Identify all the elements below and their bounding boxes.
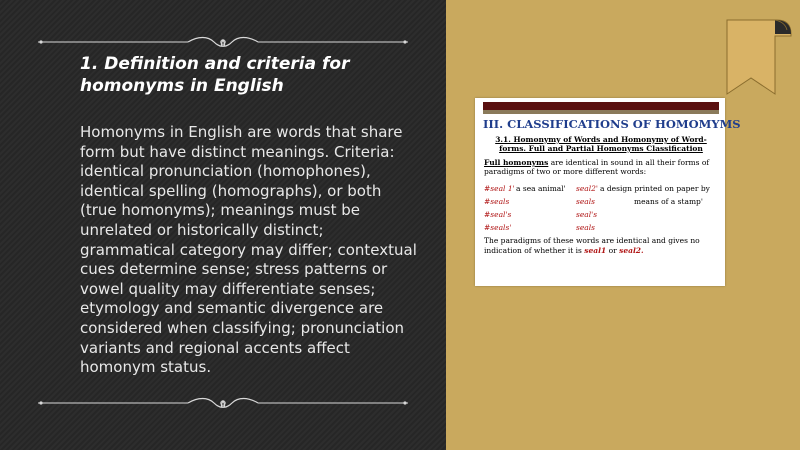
thumbnail-footer-sentence: The paradigms of these words are identical and gives no indication of whether it is xyxy=(484,236,700,255)
thumbnail-footer-word: seal2. xyxy=(619,246,644,255)
bookmark-ribbon-icon xyxy=(717,16,793,96)
thumbnail-header-stripe xyxy=(483,110,719,114)
thumbnail-heading: III. CLASSIFICATIONS OF HOMOMYMS xyxy=(483,117,741,131)
thumbnail-paragraph-text: are identical in sound in all their forms of paradigms of two or more different words: xyxy=(484,158,710,176)
thumbnail-highlight: Full homonyms xyxy=(484,158,549,167)
table-cell: means of a stamp' xyxy=(634,197,703,206)
table-row xyxy=(484,182,720,195)
ornament-divider-icon xyxy=(38,35,408,49)
table-cell: a sea animal' xyxy=(516,184,566,193)
ornament-divider-icon xyxy=(38,396,408,410)
slide-title: 1. Definition and criteria for homonyms in English xyxy=(80,54,350,96)
table-cell: seal2' xyxy=(576,184,598,193)
table-cell: #seal's xyxy=(484,210,512,219)
slide-body-text: Homonyms in English are words that share form but have distinct meanings. Criteria: identical pronunciation (homophones), identical spelling (homographs), or both (true homonyms); meanings must be unrelated or historically distinct; grammatical category may differ; contextual cues determine sense; stress patterns or vowel quality may differentiate senses; etymology and semantic divergence are considered when classifying; pronunciation variants and regional accents affect homonym status. xyxy=(80,123,417,377)
table-cell: seals xyxy=(576,197,596,206)
slide-thumbnail xyxy=(475,98,741,286)
table-cell: a design printed on paper by xyxy=(600,184,710,193)
table-cell: #seals xyxy=(484,197,510,206)
table-cell: seal's xyxy=(576,210,598,219)
table-row xyxy=(484,208,720,221)
thumbnail-footer-word: seal1 xyxy=(584,246,607,255)
table-row xyxy=(484,221,720,234)
thumbnail-paragraph xyxy=(484,158,720,176)
thumbnail-footer-text xyxy=(484,236,720,256)
table-cell: #seal 1' xyxy=(484,184,515,193)
thumbnail-subheading: 3.1. Homonymy of Words and Homonymy of Word-forms. Full and Partial Homonyms Classification xyxy=(495,135,707,153)
table-cell: #seals' xyxy=(484,223,512,232)
thumbnail-header-bar xyxy=(483,102,719,110)
table-row xyxy=(484,195,720,208)
table-cell: seals xyxy=(576,223,596,232)
thumbnail-word-table xyxy=(484,182,720,234)
thumbnail-footer-or: or xyxy=(606,246,620,255)
